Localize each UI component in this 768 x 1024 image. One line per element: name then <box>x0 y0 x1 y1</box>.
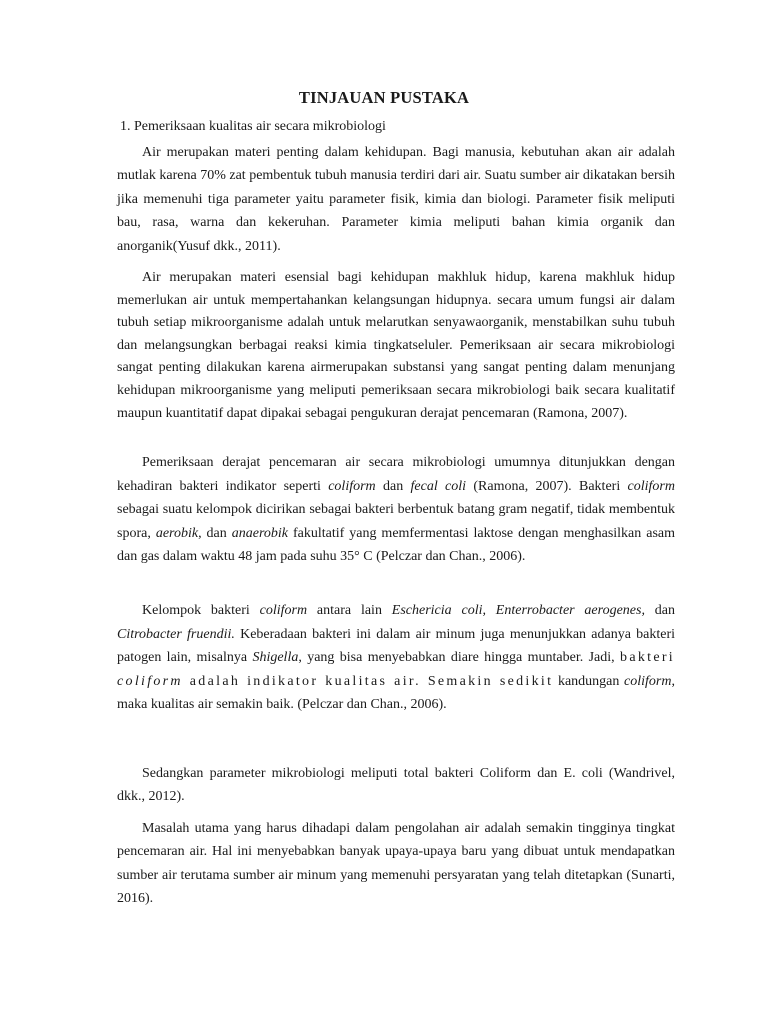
term-citrobacter: Citrobacter fruendii. <box>117 626 235 642</box>
term-coliform: coliform <box>627 478 675 494</box>
paragraph-4-text: , yang bisa menyebabkan diare hingga muntaber. Jadi, <box>298 650 621 666</box>
paragraph-6: Masalah utama yang harus dihadapi dalam pengolahan air adalah semakin tingginya tingkat pencemaran air. Hal ini menyebabkan banyak upaya-upaya baru yang dibuat untuk mendapatkan sumber air terutama sumber air minum yang memenuhi persyaratan yang telah ditetapkan (Sunarti, 2016). <box>117 821 675 907</box>
paragraph-4-text: , maka kualitas air semakin baik. (Pelczar dan Chan., 2006). <box>117 673 675 713</box>
paragraph-4 <box>117 599 675 717</box>
section-heading: 1. Pemeriksaan kualitas air secara mikrobiologi <box>120 119 386 134</box>
paragraph-3-text: , dan <box>198 525 232 541</box>
page-title: TINJAUAN PUSTAKA <box>298 88 470 107</box>
paragraph-5: Sedangkan parameter mikrobiologi meliputi total bakteri Coliform dan E. coli (Wandrivel, dkk., 2012). <box>117 766 675 805</box>
paragraph-4-text: Kelompok bakteri <box>142 603 260 618</box>
term-aerobik: aerobik <box>155 525 199 541</box>
paragraph-3-text: sebagai suatu kelompok dicirikan sebagai bakteri berbentuk batang gram negatif, tidak membentuk spora, <box>117 502 675 541</box>
paragraph-3-text: fakultatif yang memfermentasi laktose dengan menghasilkan asam dan gas dalam waktu 48 jam pada suhu 35° C (Pelczar dan Chan., 2006). <box>117 525 676 565</box>
paragraph-3 <box>117 451 675 569</box>
term-shigella: Shigella <box>252 650 299 666</box>
paragraph-4-text: dan <box>644 603 675 618</box>
paragraph-4-text: adalah indikator kualitas air. Semakin sedikit <box>182 673 554 689</box>
term-coliform: coliform <box>259 603 308 618</box>
paragraph-4-text: antara lain <box>307 603 392 618</box>
term-coliform: coliform <box>328 478 376 494</box>
term-coliform: coliform <box>117 673 183 689</box>
term-anaerobik: anaerobik <box>231 525 288 541</box>
paragraph-1: Air merupakan materi penting dalam kehidupan. Bagi manusia, kebutuhan akan air adalah mutlak karena 70% zat pembentuk tubuh manusia terdiri dari air. Suatu sumber air dikatakan bersih jika memenuhi tiga parameter yaitu parameter fisik, kimia dan biologi. Parameter fisik meliputi bau, rasa, warna dan kekeruhan. Parameter kimia meliputi bahan kimia organik dan anorganik(Yusuf dkk., 2011). <box>117 145 675 254</box>
paragraph-4-text: bakteri <box>620 650 675 666</box>
paragraph-3-text: Pemeriksaan derajat pencemaran air secara mikrobiologi umumnya ditunjukkan dengan kehadiran bakteri indikator seperti <box>117 455 675 494</box>
paragraph-4-text: kandungan <box>553 673 625 689</box>
paragraph-4-text: Keberadaan bakteri ini dalam air minum juga menunjukkan adanya bakteri patogen lain, misalnya <box>117 626 676 666</box>
paragraph-3-text: (Ramona, 2007). Bakteri <box>466 478 628 494</box>
paragraph-2: Air merupakan materi esensial bagi kehidupan makhluk hidup, karena makhluk hidup memerlukan air untuk mempertahankan kelangsungan hidupnya. secara umum fungsi air dalam tubuh setiap mikroorganisme adalah untuk melarutkan senyawaorganik, menstabilkan suhu tubuh dan melangsungkan berbagai reaksi kimia tingkatseluler. Pemeriksaan air secara mikrobiologi sangat penting dilakukan karena airmerupakan substansi yang sangat penting dalam menunjang kehidupan mikroorganisme yang meliputi pemeriksaan secara mikrobiologi baik secara kualitatif maupun kuantitatif dapat dipakai sebagai pengukuran derajat pencemaran (Ramona, 2007). <box>117 270 675 421</box>
term-coliform: coliform <box>624 673 672 689</box>
paragraph-3-text: dan <box>375 478 411 494</box>
term-fecal-coli: fecal coli <box>410 478 467 494</box>
term-species-list: Eschericia coli, Enterrobacter aerogenes, <box>391 603 645 618</box>
